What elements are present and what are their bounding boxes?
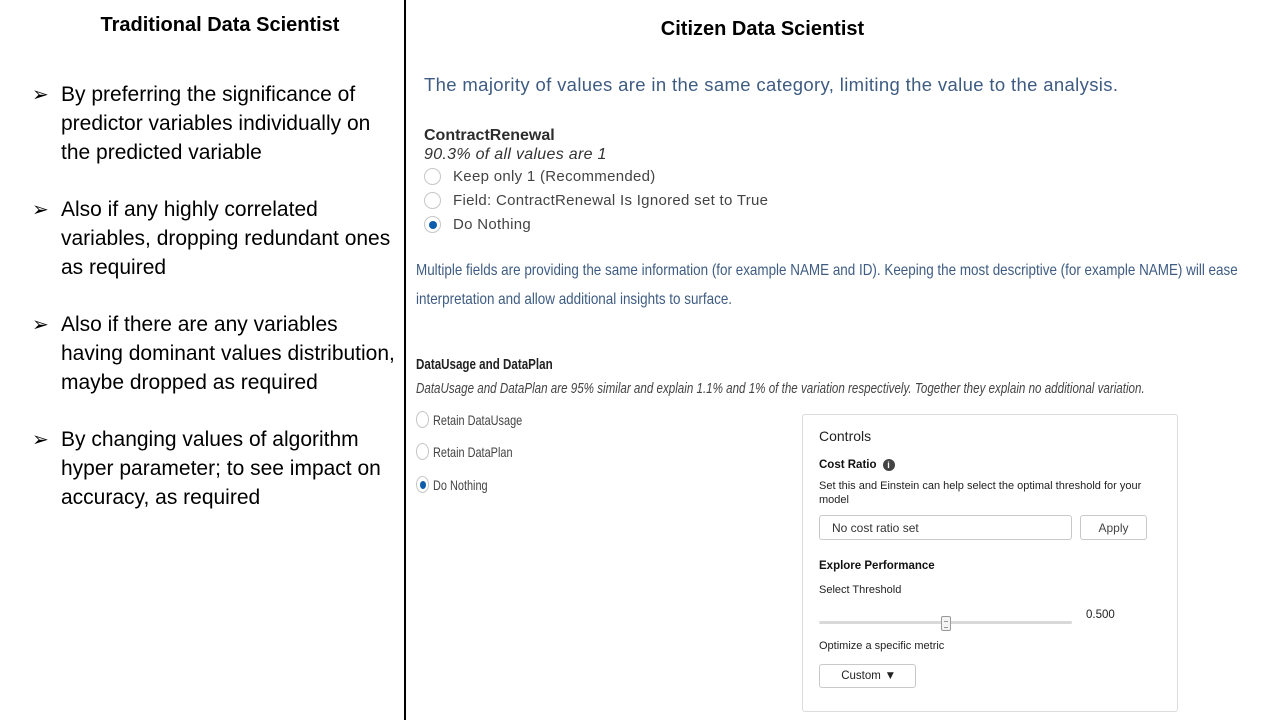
radio-button-selected[interactable] [416, 476, 429, 493]
bullet-text: Also if there are any variables having dominant values distribution, maybe dropped as required [61, 313, 395, 394]
correlated-fields-description: Multiple fields are providing the same information (for example NAME and ID). Keeping the most descriptive (for example NAME) will ease interpretation and allow additional insights to surface. [416, 262, 1238, 308]
metric-selected: Custom [841, 670, 881, 682]
field-name: ContractRenewal [424, 127, 555, 144]
controls-panel [802, 414, 1178, 712]
optimize-metric-label: Optimize a specific metric [819, 640, 945, 652]
option-label: Field: ContractRenewal Is Ignored set to True [453, 192, 769, 209]
bullet-text: By changing values of algorithm hyper parameter; to see impact on accuracy, as required [61, 428, 381, 509]
bullet-text: By preferring the significance of predictor variables individually on the predicted variable [61, 83, 371, 164]
bullet-text: Also if any highly correlated variables, dropping redundant ones as required [61, 198, 391, 279]
radio-button-selected[interactable] [424, 216, 441, 233]
dominant-values-heading: The majority of values are in the same category, limiting the value to the analysis. [424, 74, 1119, 95]
explore-performance-label: Explore Performance [819, 560, 935, 572]
arrow-bullet-icon: ➢ [32, 312, 49, 336]
option-label: Retain DataUsage [433, 411, 523, 428]
arrow-bullet-icon: ➢ [32, 197, 49, 221]
radio-button[interactable] [416, 411, 429, 428]
radio-button[interactable] [424, 192, 441, 209]
threshold-value: 0.500 [1086, 609, 1115, 621]
caret-down-icon: ▼ [886, 671, 894, 681]
threshold-label: Select Threshold [819, 584, 902, 596]
option-retain-datausage[interactable] [416, 411, 547, 428]
right-column-title: Citizen Data Scientist [660, 18, 865, 40]
controls-title: Controls [819, 428, 872, 444]
bullet-item [32, 310, 404, 397]
option-retain-dataplan[interactable] [416, 443, 535, 460]
arrow-bullet-icon: ➢ [32, 82, 49, 106]
option-label: Do Nothing [453, 216, 532, 233]
option-ignore-field[interactable] [424, 192, 768, 209]
correlated-group-description: DataUsage and DataPlan are 95% similar and explain 1.1% and 1% of the variation respectively. Together they explain no additional variation. [416, 381, 1145, 397]
bullet-item [32, 195, 404, 282]
left-column-title: Traditional Data Scientist [100, 14, 340, 36]
radio-button[interactable] [424, 168, 441, 185]
option-label: Do Nothing [433, 476, 488, 493]
field-stat: 90.3% of all values are 1 [424, 146, 607, 163]
cost-ratio-input[interactable] [819, 515, 1072, 540]
correlated-group-title: DataUsage and DataPlan [416, 357, 553, 373]
info-icon[interactable]: i [883, 459, 895, 471]
option-keep-only-1[interactable] [424, 168, 656, 185]
cost-ratio-label [819, 459, 895, 471]
arrow-bullet-icon: ➢ [32, 427, 49, 451]
bullet-item [32, 425, 404, 512]
cost-ratio-help: Set this and Einstein can help select the optimal threshold for your model [819, 480, 1142, 506]
threshold-slider-handle[interactable] [941, 616, 951, 631]
cost-ratio-text: Cost Ratio [819, 459, 877, 471]
option-label: Keep only 1 (Recommended) [453, 168, 656, 185]
metric-dropdown[interactable] [819, 664, 916, 688]
option-do-nothing[interactable] [424, 216, 531, 233]
option-label: Retain DataPlan [433, 443, 513, 460]
bullet-item [32, 80, 404, 167]
apply-button[interactable]: Apply [1080, 515, 1147, 540]
radio-button[interactable] [416, 443, 429, 460]
option-do-nothing-2[interactable] [416, 476, 503, 493]
column-divider [404, 0, 406, 720]
traditional-bullet-list [32, 80, 404, 540]
